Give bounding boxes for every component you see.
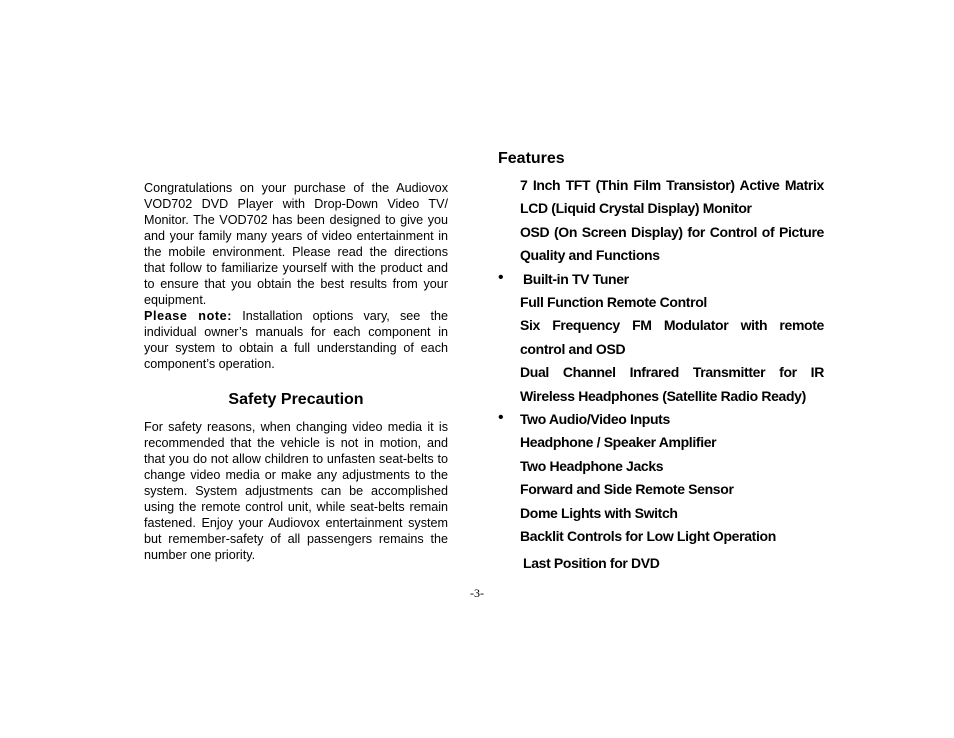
feature-text: Dual Channel Infrared Transmitter for IR Wireless Headphones (Satellite Radio Ready) <box>520 364 824 404</box>
features-heading: Features <box>498 150 565 167</box>
note-text: Installation options vary, see the individual owner’s manuals for each component in your system to obtain a full understanding of each component’s operation. <box>144 309 448 371</box>
intro-text: Congratulations on your purchase of the Audiovox VOD702 DVD Player with Drop-Down Video TV/ Monitor. The VOD702 has been designed to give you and your family many years of video entertainment in the mobile environment. Please read the directions that follow to familiarize yourself with the product and to ensure that you obtain the best results from your equipment. <box>144 181 448 307</box>
feature-item <box>520 525 824 548</box>
feature-text: OSD (On Screen Display) for Control of Picture Quality and Functions <box>520 223 824 264</box>
feature-text: Six Frequency FM Modulator with remote control and OSD <box>520 317 824 357</box>
feature-text: Forward and Side Remote Sensor <box>520 481 734 498</box>
note-paragraph <box>144 308 448 372</box>
feature-text: 7 Inch TFT (Thin Film Transistor) Active Matrix LCD (Liquid Crystal Display) Monitor <box>520 177 824 217</box>
feature-item <box>520 552 824 575</box>
feature-item <box>520 174 824 221</box>
left-column <box>144 180 448 563</box>
feature-text: Backlit Controls for Low Light Operation <box>520 528 776 545</box>
features-list <box>498 174 824 575</box>
note-label: Please note: <box>144 309 233 323</box>
feature-item <box>520 221 824 268</box>
safety-heading: Safety Precaution <box>228 391 364 408</box>
feature-item <box>520 455 824 478</box>
feature-text: Dome Lights with Switch <box>520 504 678 521</box>
feature-item <box>498 268 824 291</box>
bullet-icon: • <box>498 409 504 427</box>
bullet-icon: • <box>498 268 504 286</box>
feature-text: Last Position for DVD <box>523 554 660 571</box>
feature-text: Built-in TV Tuner <box>523 270 629 287</box>
feature-text: Headphone / Speaker Amplifier <box>520 434 717 451</box>
feature-item <box>498 408 824 431</box>
feature-item <box>520 291 824 314</box>
feature-text: Full Function Remote Control <box>520 294 707 311</box>
feature-item <box>520 361 824 408</box>
intro-paragraph <box>144 180 448 308</box>
feature-text: Two Headphone Jacks <box>520 457 664 474</box>
feature-item <box>520 502 824 525</box>
feature-item <box>520 314 824 361</box>
feature-text: Two Audio/Video Inputs <box>520 411 670 428</box>
safety-text: For safety reasons, when changing video media it is recommended that the vehicle is not in motion, and that you do not allow children to unfasten seat-belts to change video media or make any adjustments to the system. System adjustments can be accomplished using the remote control unit, while seat-belts remain fastened. Enjoy your Audiovox entertainment system but remember-safety of all passengers remains the number one priority. <box>144 420 448 562</box>
feature-item <box>520 431 824 454</box>
page-number: -3- <box>470 586 484 600</box>
feature-item <box>520 478 824 501</box>
